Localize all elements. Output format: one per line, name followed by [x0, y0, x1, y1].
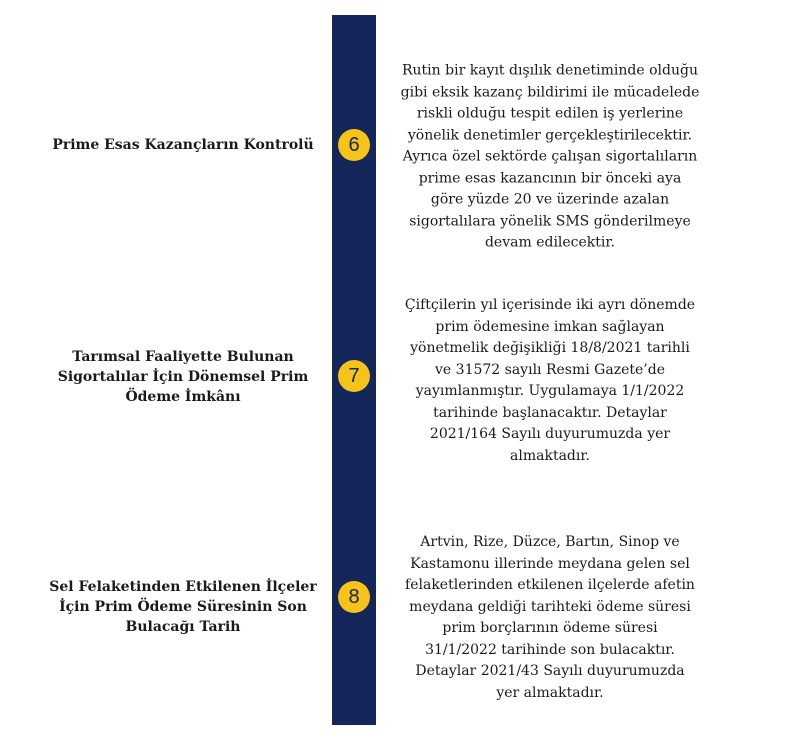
desc-line: riskli olduğu tespit edilen iş yerlerine — [416, 105, 684, 122]
desc-line: felaketlerinden etkilenen ilçelerde afetin — [405, 577, 695, 593]
desc-line: yönelik denetimler gerçekleştirilecektir. — [407, 126, 693, 143]
desc-line: devam edilecektir. — [484, 234, 616, 251]
desc-line: Artvin, Rize, Düzce, Bartın, Sinop ve — [420, 534, 680, 550]
item-title — [40, 347, 326, 407]
item-title-line: Tarımsal Faaliyette Bulunan — [72, 349, 294, 365]
desc-line: 2021/164 Sayılı duyurumuzda yer — [429, 426, 671, 442]
desc-line: göre yüzde 20 ve üzerinde azalan — [430, 191, 670, 208]
step-number-badge: 7 — [338, 360, 370, 392]
step-number-badge: 6 — [338, 129, 370, 161]
step-number-badge: 8 — [338, 581, 370, 613]
desc-line: yayımlanmıştır. Uygulamaya 1/1/2022 — [415, 383, 685, 399]
desc-line: yönetmelik değişikliği 18/8/2021 tarihli — [410, 340, 690, 356]
item-description — [382, 295, 718, 467]
desc-line: almaktadır. — [510, 447, 590, 464]
desc-line: sigortalılara yönelik SMS gönderilmeye — [409, 212, 691, 229]
desc-line: Çiftçilerin yıl içerisinde iki ayrı dönemde — [404, 297, 696, 313]
item-title-line: Bulacağı Tarih — [125, 619, 241, 635]
desc-line: prim borçlarının ödeme süresi — [442, 620, 658, 636]
desc-line: tarihinde başlanacaktır. Detaylar — [433, 404, 667, 421]
desc-line: prime esas kazancının bir önceki aya — [418, 169, 682, 186]
item-description — [382, 60, 718, 254]
desc-line: Rutin bir kayıt dışılık denetiminde olduğu — [402, 62, 698, 79]
item-title-line: Sel Felaketinden Etkilenen İlçeler — [49, 579, 317, 595]
desc-line: Detaylar 2021/43 Sayılı duyurumuzda — [415, 663, 685, 679]
item-description — [382, 532, 718, 704]
desc-line: ve 31572 sayılı Resmi Gazete’de — [435, 361, 665, 378]
item-title — [40, 577, 326, 637]
item-title-line: İçin Prim Ödeme Süresinin Son — [59, 599, 307, 615]
desc-line: Ayrıca özel sektörde çalışan sigortalıların — [402, 148, 698, 165]
item-title-line: Sigortalılar İçin Dönemsel Prim — [57, 369, 309, 385]
desc-line: prim ödemesine imkan sağlayan — [435, 318, 665, 335]
item-title — [40, 135, 326, 155]
desc-line: meydana geldiği tarihteki ödeme süresi — [409, 598, 691, 615]
item-title-line: Ödeme İmkânı — [125, 389, 241, 405]
desc-line: 31/1/2022 tarihinde son bulacaktır. — [425, 641, 675, 658]
desc-line: gibi eksik kazanç bildirimi ile mücadelede — [400, 83, 700, 100]
item-title-line: Prime Esas Kazançların Kontrolü — [52, 137, 314, 153]
desc-line: Kastamonu illerinde meydana gelen sel — [410, 555, 690, 572]
desc-line: yer almaktadır. — [496, 684, 604, 701]
